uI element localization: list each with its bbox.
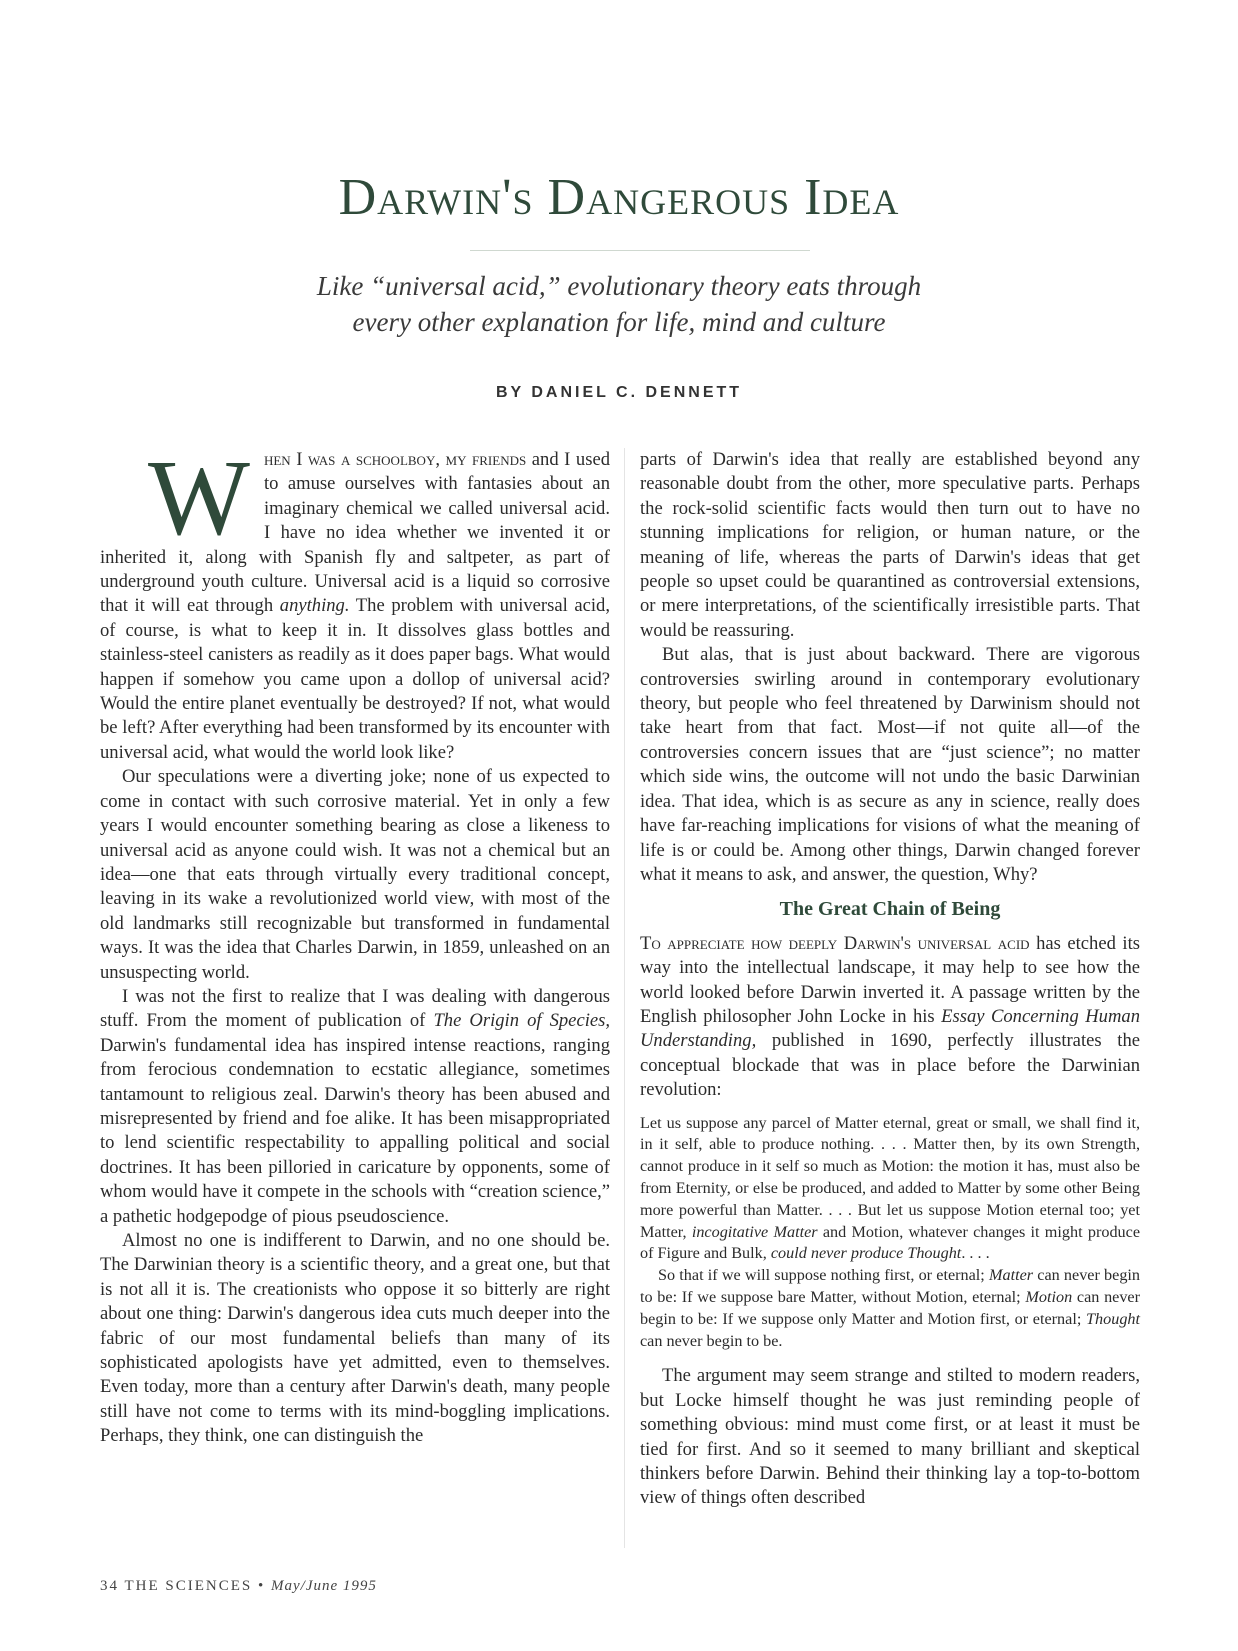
subtitle-line-2: every other explanation for life, mind and culture [352, 307, 886, 337]
paragraph-7: To appreciate how deeply Darwin's universal acid has etched its way into the intellectual landscape, it may help to see how the world looked before Darwin inverted it. A passage written by the English philosopher John Locke in his Essay Concerning Human Understanding, published in 1690, perfectly illustrates the conceptual blockade that was in place before the Darwinian revolution: [640, 932, 1141, 1101]
essay-title: Essay Concerning Human Understanding, [640, 1005, 1140, 1052]
page-number: 34 [100, 1578, 119, 1594]
footer-separator: • [258, 1578, 266, 1594]
publication-name: THE SCIENCES [124, 1578, 253, 1594]
section-heading: The Great Chain of Being [779, 898, 1001, 921]
paragraph-4: Almost no one is indifferent to Darwin, and no one should be. The Darwinian theory is a scientific theory, and a great one, but that is not all it is. The creationists who oppose it so bitterly are right about one thing: Darwin's dangerous idea cuts much deeper into the fabric of our most fundamental beliefs than many of its sophisticated apologists have yet admitted, even to themselves. Even today, more than a century after Darwin's death, many people still have not come to terms with its mind-boggling implications. Perhaps, they think, one can distinguish the [100, 1230, 610, 1447]
paragraph-8: The argument may seem strange and stilted to modern readers, but Locke himself thought he was just reminding people of something obvious: mind must come first, or at least it must be tied for first. And so it seemed to many brilliant and skeptical thinkers before Darwin. Behind their thinking lay a top-to-bottom view of things often described [640, 1365, 1140, 1509]
right-column [640, 448, 1140, 1511]
paragraph-3: I was not the first to realize that I was dealing with dangerous stuff. From the moment of publication of The Origin of Species, Darwin's fundamental idea has inspired intense reactions, ranging from ferocious condemnation to ecstatic allegiance, sometimes tantamount to religious zeal. Darwin's theory has been abused and misrepresented by friend and foe alike. It has been misappropriated to lend scientific respectability to appalling political and social doctrines. It has been pilloried in caricature by opponents, some of whom would have it compete in the schools with “creation science,” a pathetic hodgepodge of pious pseudoscience. [100, 985, 610, 1227]
paragraph-5: parts of Darwin's idea that really are established beyond any reasonable doubt from the other, more speculative parts. Perhaps the rock-solid scientific facts would then turn out to have no stunning implications for religion, or human nature, or the meaning of life, whereas the parts of Darwin's ideas that get people so upset could be quarantined as controversial extensions, or mere interpretations, of the scientifically irresistible parts. That would be reassuring. [640, 449, 1140, 641]
column-divider [624, 448, 625, 1548]
paragraph-2: Our speculations were a diverting joke; none of us expected to come in contact with such corrosive material. Yet in only a few years I would encounter something bearing as close a likeness to universal acid as anyone could wish. It was not a chemical but an idea—one that eats through virtually every traditional concept, leaving in its wake a revolutionized world view, with most of the old landmarks still recognizable but transformed in fundamental ways. It was the idea that Charles Darwin, in 1859, unleashed on an unsuspecting world. [100, 766, 610, 983]
paragraph-6: But alas, that is just about backward. There are vigorous controversies swirling around in contemporary evolutionary theory, but people who feel threatened by Darwinism should not take heart from that fact. Most—if not quite all—of the controversies concern issues that are “just science”; no matter which side wins, the outcome will not undo the basic Darwinian idea. That idea, which is as secure as any in science, really does have far-reaching implications for visions of what the meaning of life is or could be. Among other things, Darwin changed forever what it means to ask, and answer, the question, Why? [640, 644, 1140, 885]
page-footer [100, 1578, 377, 1595]
block-quote [640, 1113, 1140, 1353]
quote-paragraph-1: Let us suppose any parcel of Matter eternal, great or small, we shall find it, in it self, able to produce nothing. . . . Matter then, by its own Strength, cannot produce in it self so much as Motion: the motion it has, must also be from Eternity, or else be produced, and added to Matter by some other Being more powerful than Matter. . . . But let us suppose Motion eternal too; yet Matter, incogitative Matter and Motion, whatever changes it might produce of Figure and Bulk, could never produce Thought. . . . [640, 1113, 1140, 1263]
drop-cap: W [148, 439, 250, 558]
quote-paragraph-2: So that if we will suppose nothing first, or eternal; Matter can never begin to be: If we suppose bare Matter, without Motion, eternal; Motion can never begin to be: If we suppose only Matter and Motion first, or eternal; Thought can never begin to be. [640, 1266, 1141, 1350]
subtitle-line-1: Like “universal acid,” evolutionary theory eats through [316, 271, 922, 301]
left-column [100, 439, 611, 1449]
book-title: The Origin of Species, [433, 1010, 610, 1032]
article-title: Darwin's Dangerous Idea [338, 169, 900, 226]
title-rule [470, 250, 810, 251]
author-byline: BY DANIEL C. DENNETT [495, 384, 743, 401]
article-subtitle [200, 268, 1038, 340]
paragraph-1: W hen I was a schoolboy, my friends and I used to amuse ourselves with fantasies about an imaginary chemical we called universal acid. I have no idea whether we invented it or inherited it, along with Spanish fly and saltpeter, as part of underground youth culture. Universal acid is a liquid so corrosive that it will eat through anything. The problem with universal acid, of course, is what to keep it in. It dissolves glass bottles and stainless-steel canisters as readily as it does paper bags. What would happen if somehow you came upon a dollop of universal acid? Would the entire planet eventually be destroyed? If not, what would be left? After everything had been transformed by its encounter with universal acid, what would the world look like? [100, 439, 611, 763]
section-small-caps: To appreciate how deeply Darwin's universal acid [640, 932, 1030, 954]
opening-small-caps: hen I was a schoolboy, my friends [263, 449, 527, 470]
issue-date: May/June 1995 [271, 1578, 377, 1594]
